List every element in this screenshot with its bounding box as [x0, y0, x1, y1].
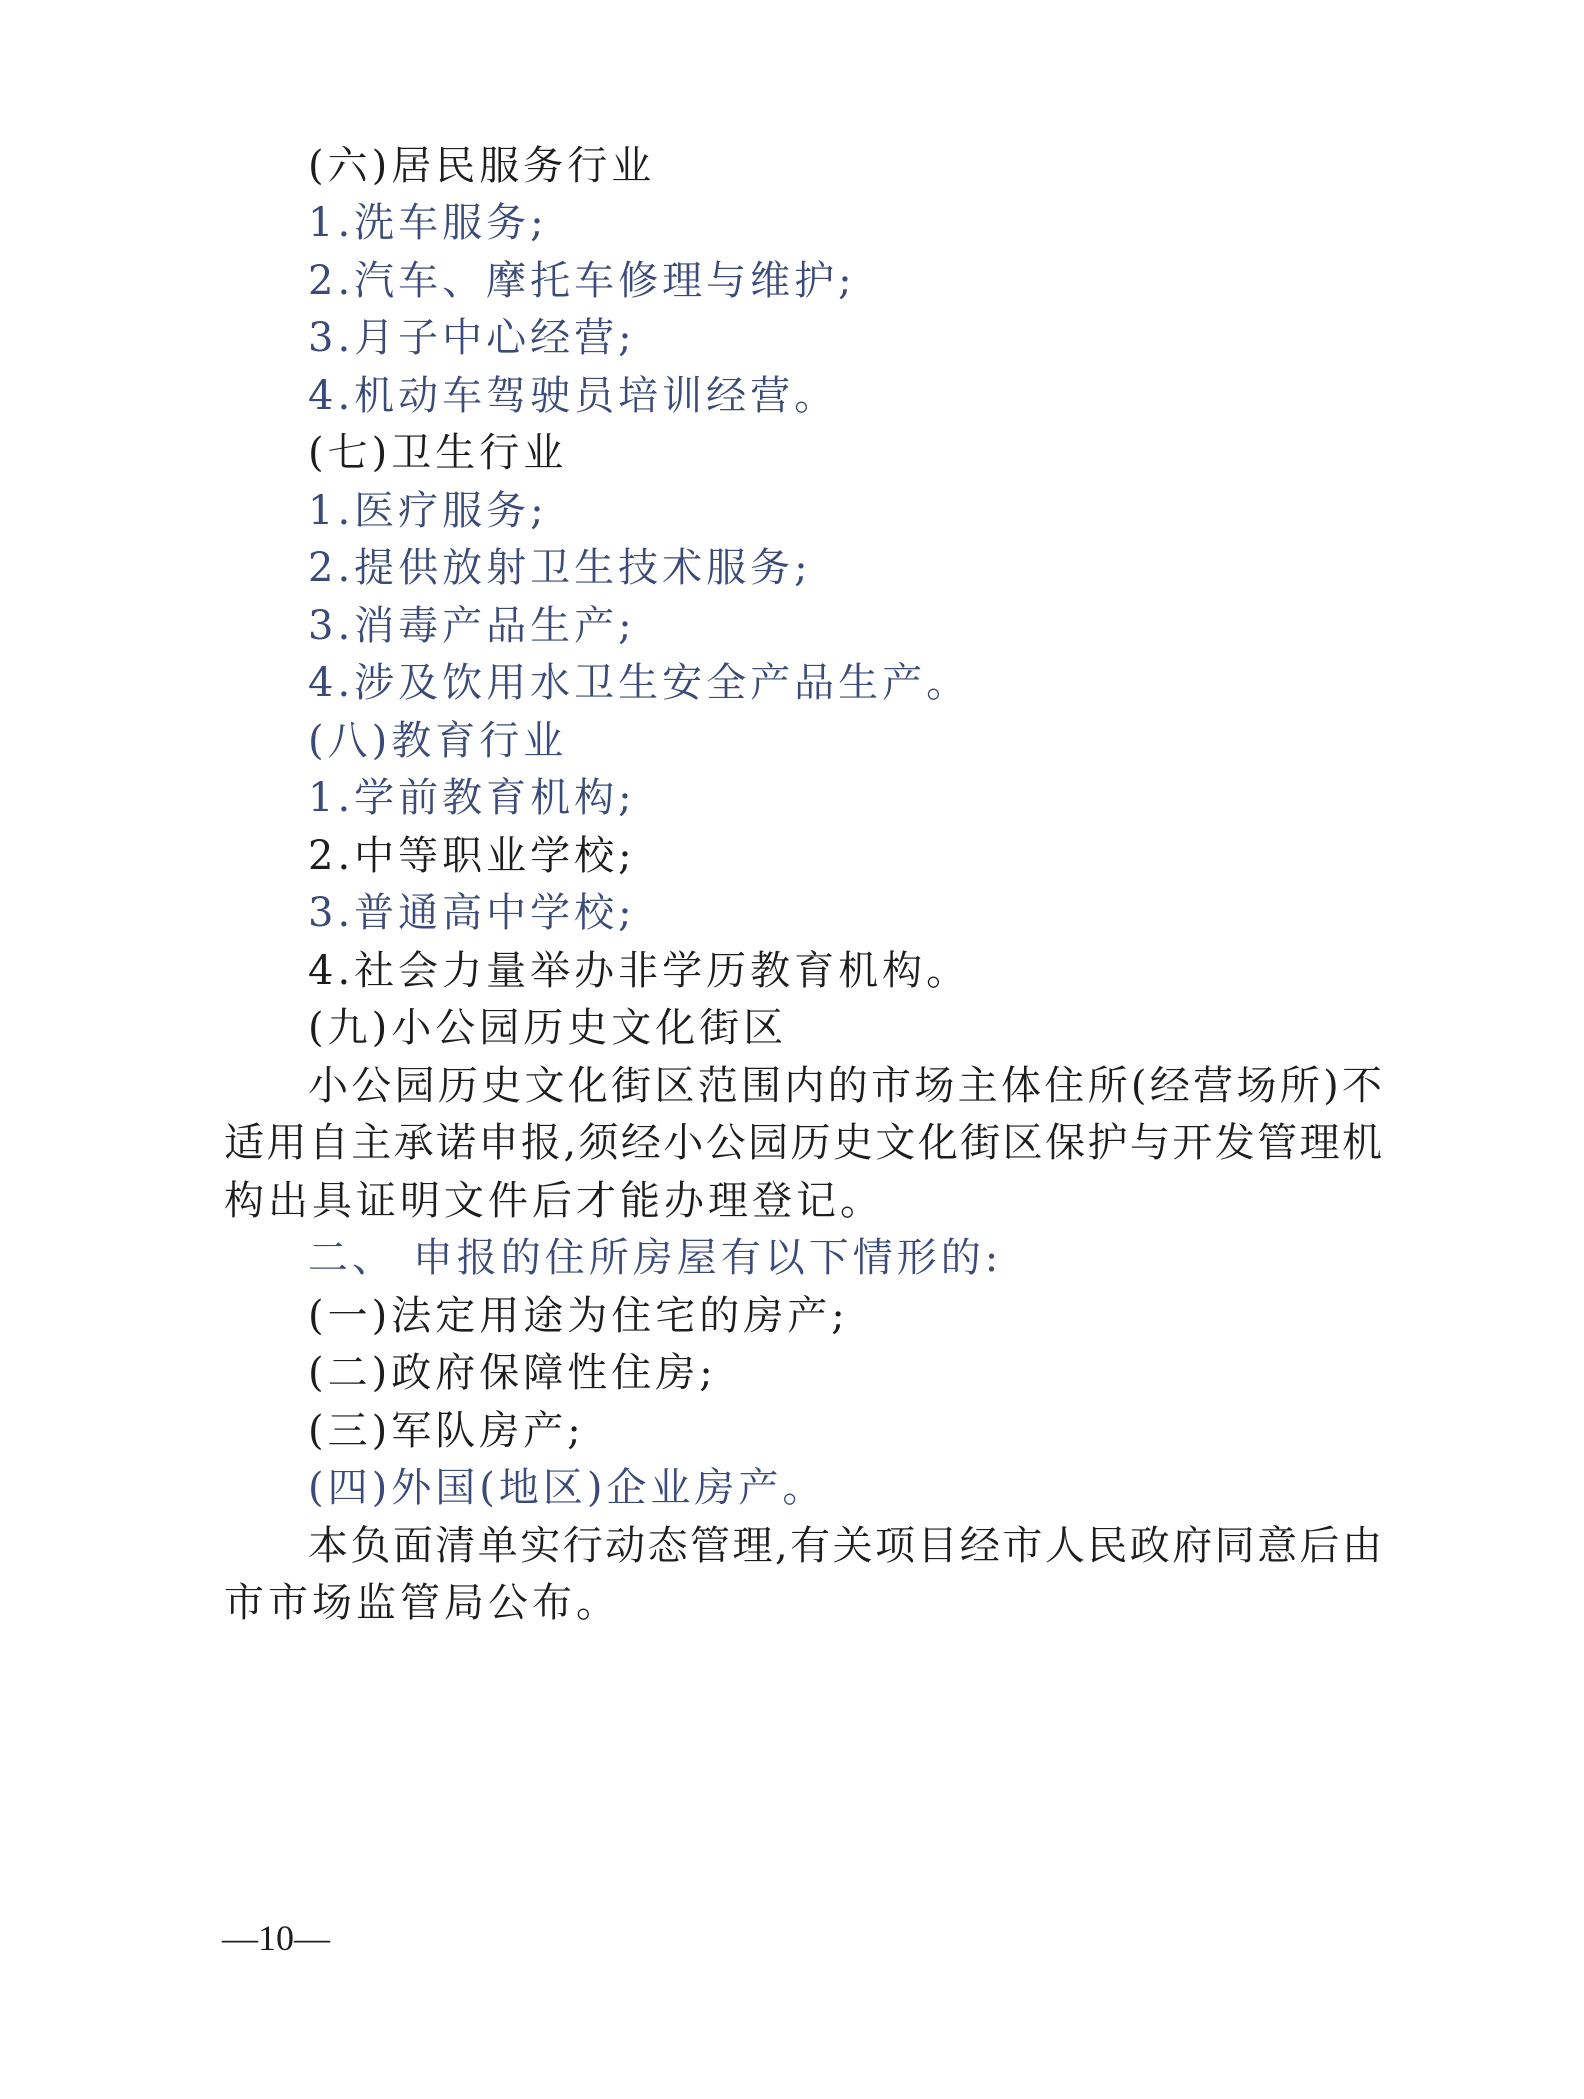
paragraph-line: 本负面清单实行动态管理,有关项目经市人民政府同意后由 — [308, 1523, 1384, 1569]
paragraph-line: 市市场监管局公布。 — [224, 1580, 620, 1626]
list-item: (四)外国(地区)企业房产。 — [308, 1465, 827, 1511]
section-heading: (七)卫生行业 — [308, 430, 568, 476]
list-item: 1.洗车服务; — [308, 200, 548, 246]
section-heading: (九)小公园历史文化街区 — [308, 1005, 788, 1051]
list-item: 2.汽车、摩托车修理与维护; — [308, 258, 856, 304]
list-item: 3.月子中心经营; — [308, 315, 636, 361]
list-item: (一)法定用途为住宅的房产; — [308, 1293, 849, 1339]
list-item: 3.消毒产品生产; — [308, 603, 636, 649]
list-item: 2.提供放射卫生技术服务; — [308, 545, 812, 591]
list-item: 1.学前教育机构; — [308, 775, 636, 821]
paragraph-line: 构出具证明文件后才能办理登记。 — [224, 1178, 884, 1224]
list-item: 4.社会力量举办非学历教育机构。 — [308, 948, 971, 994]
list-item: 1.医疗服务; — [308, 488, 548, 534]
paragraph-line: 小公园历史文化街区范围内的市场主体住所(经营场所)不 — [308, 1063, 1384, 1109]
list-item: (二)政府保障性住房; — [308, 1350, 717, 1396]
list-item: 4.机动车驾驶员培训经营。 — [308, 373, 839, 419]
list-item: 3.普通高中学校; — [308, 890, 636, 936]
list-item: (三)军队房产; — [308, 1408, 585, 1454]
list-item: 4.涉及饮用水卫生安全产品生产。 — [308, 660, 971, 706]
section-heading: (六)居民服务行业 — [308, 143, 656, 189]
paragraph-line: 适用自主承诺申报,须经小公园历史文化街区保护与开发管理机 — [224, 1120, 1384, 1166]
section-heading: 二、 申报的住所房屋有以下情形的: — [308, 1235, 1003, 1281]
section-heading: (八)教育行业 — [308, 718, 568, 764]
page-number: —10— — [222, 1918, 330, 1958]
list-item: 2.中等职业学校; — [308, 833, 636, 879]
